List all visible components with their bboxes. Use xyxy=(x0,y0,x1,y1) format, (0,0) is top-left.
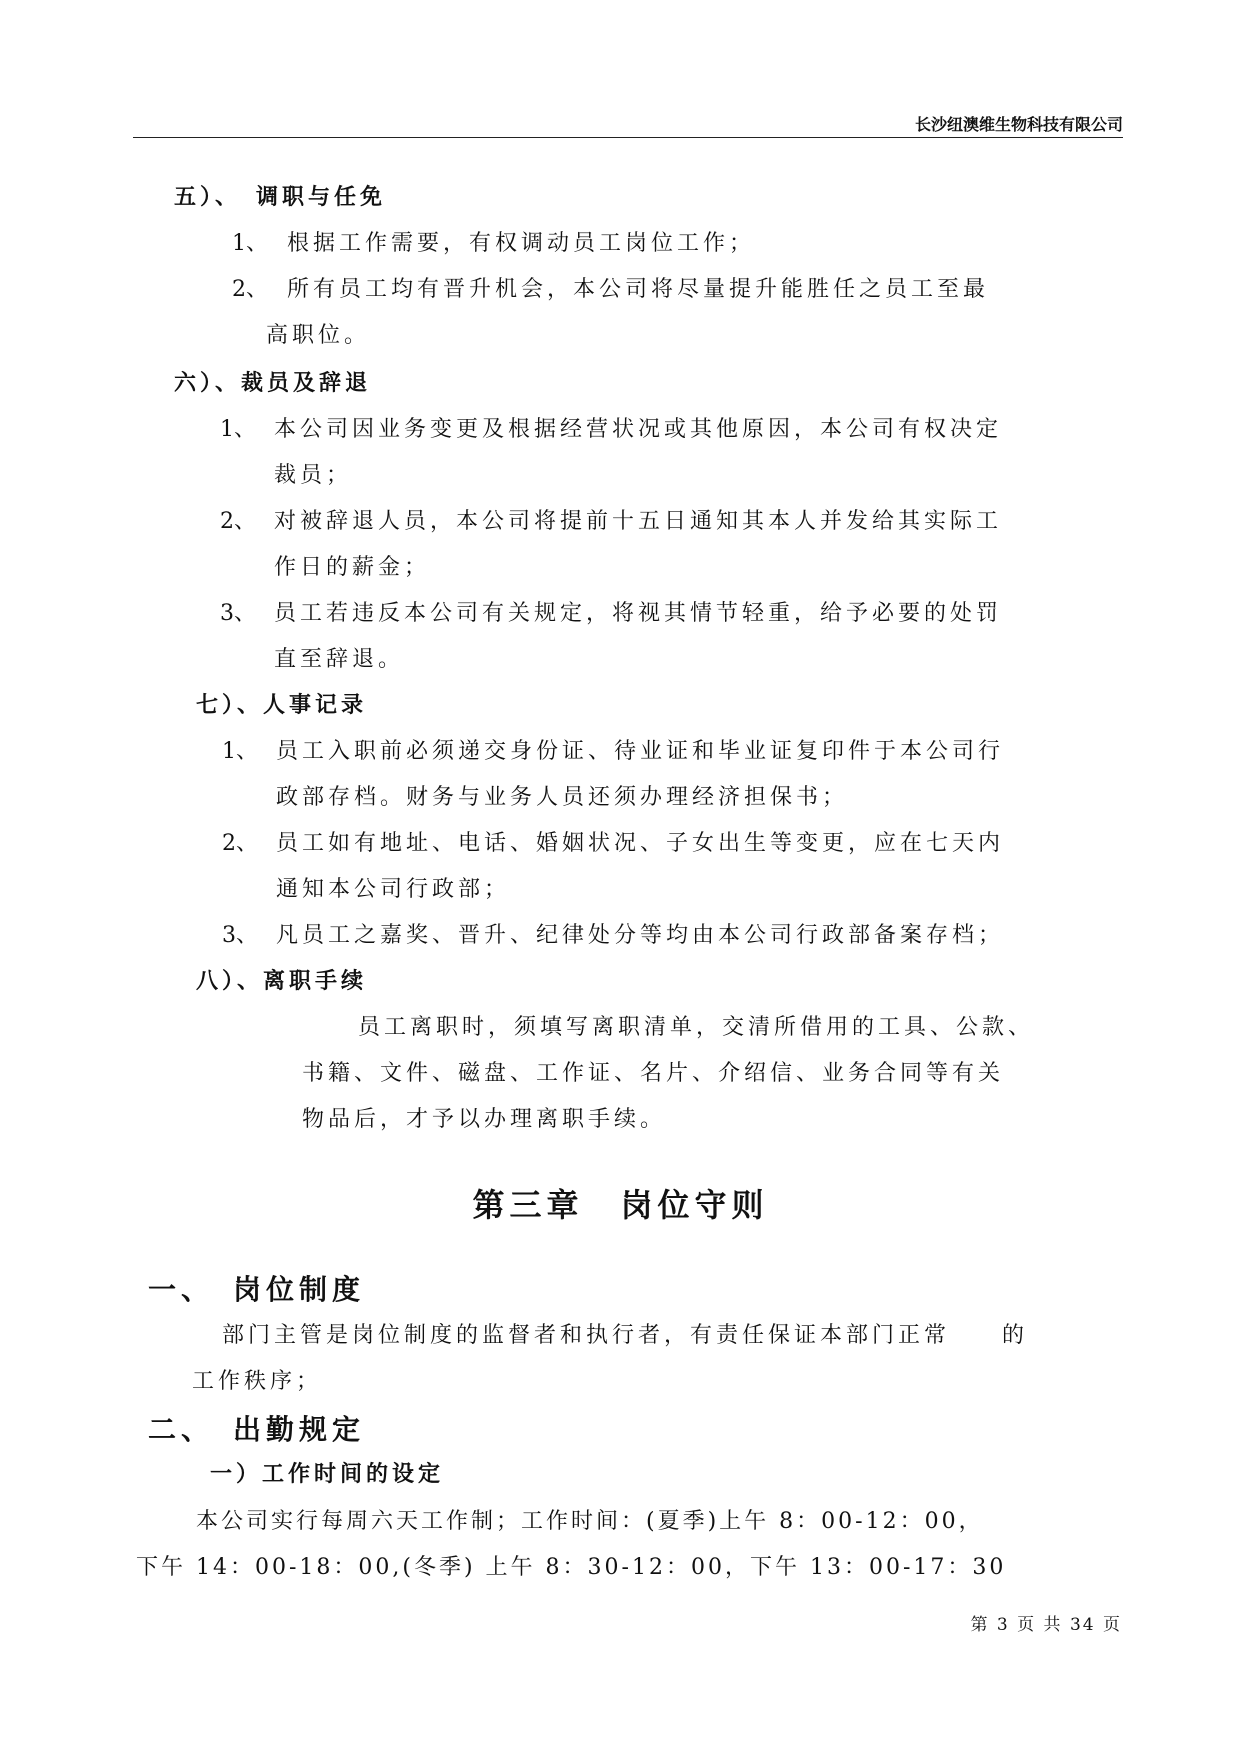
s6-item1-text: 本公司因业务变更及根据经营状况或其他原因，本公司有权决定 xyxy=(274,417,1003,442)
chapter-title: 第三章 岗位守则 xyxy=(472,1186,769,1224)
s6-item2-text-cont: 作日的薪金； xyxy=(274,555,431,580)
s6-item1-text-cont: 裁员； xyxy=(274,463,353,488)
s8-paragraph-line3: 物品后，才予以办理离职手续。 xyxy=(302,1107,667,1132)
s7-item2-number: 2、 xyxy=(222,831,258,856)
s6-item3-text-cont: 直至辞退。 xyxy=(274,647,405,672)
part-2-paragraph-line2: 下午 14：00-18：00,(冬季) 上午 8：30-12：00，下午 13：00-17：30 xyxy=(136,1555,1007,1580)
part-2-paragraph-line1: 本公司实行每周六天工作制；工作时间：(夏季)上午 8：00-12：00， xyxy=(196,1509,984,1534)
header-divider xyxy=(133,137,1123,138)
s7-item3-number: 3、 xyxy=(222,923,258,948)
section-6-heading: 六）、裁员及辞退 xyxy=(174,371,372,396)
section-5-heading: 五）、 调职与任免 xyxy=(174,185,387,210)
page-number-footer: 第 3 页 共 34 页 xyxy=(970,1615,1122,1635)
s6-item3-text: 员工若违反本公司有关规定，将视其情节轻重，给予必要的处罚 xyxy=(274,601,1003,626)
s6-item1-number: 1、 xyxy=(220,417,256,442)
s7-item3-text: 凡员工之嘉奖、晋升、纪律处分等均由本公司行政部备案存档； xyxy=(276,923,1005,948)
s5-item2-number: 2、 xyxy=(232,277,268,302)
s7-item2-text-cont: 通知本公司行政部； xyxy=(276,877,511,902)
s6-item2-text: 对被辞退人员，本公司将提前十五日通知其本人并发给其实际工 xyxy=(274,509,1003,534)
s8-paragraph-line2: 书籍、文件、磁盘、工作证、名片、介绍信、业务合同等有关 xyxy=(302,1061,1005,1086)
s7-item1-text-cont: 政部存档。财务与业务人员还须办理经济担保书； xyxy=(276,785,849,810)
part-1-paragraph-line1: 部门主管是岗位制度的监督者和执行者，有责任保证本部门正常 的 xyxy=(222,1323,1029,1348)
company-header: 长沙纽澳维生物科技有限公司 xyxy=(914,115,1123,134)
s8-paragraph-line1: 员工离职时，须填写离职清单，交清所借用的工具、公款、 xyxy=(358,1015,1035,1040)
s7-item1-number: 1、 xyxy=(222,739,258,764)
part-1-heading: 一、 岗位制度 xyxy=(148,1273,366,1306)
s6-item3-number: 3、 xyxy=(220,601,256,626)
part-2-heading: 二、 出勤规定 xyxy=(148,1413,366,1446)
section-8-heading: 八）、离职手续 xyxy=(196,969,368,994)
s5-item2-text-cont: 高职位。 xyxy=(266,323,371,348)
s5-item2-text: 所有员工均有晋升机会，本公司将尽量提升能胜任之员工至最 xyxy=(287,277,990,302)
section-7-heading: 七）、人事记录 xyxy=(196,693,368,718)
s5-item1-number: 1、 xyxy=(232,231,268,256)
s5-item1-text: 根据工作需要，有权调动员工岗位工作； xyxy=(287,231,756,256)
s7-item2-text: 员工如有地址、电话、婚姻状况、子女出生等变更，应在七天内 xyxy=(276,831,1005,856)
s6-item2-number: 2、 xyxy=(220,509,256,534)
s7-item1-text: 员工入职前必须递交身份证、待业证和毕业证复印件于本公司行 xyxy=(276,739,1005,764)
part-2-subheading: 一）工作时间的设定 xyxy=(210,1462,445,1487)
part-1-paragraph-line2: 工作秩序； xyxy=(192,1369,323,1394)
